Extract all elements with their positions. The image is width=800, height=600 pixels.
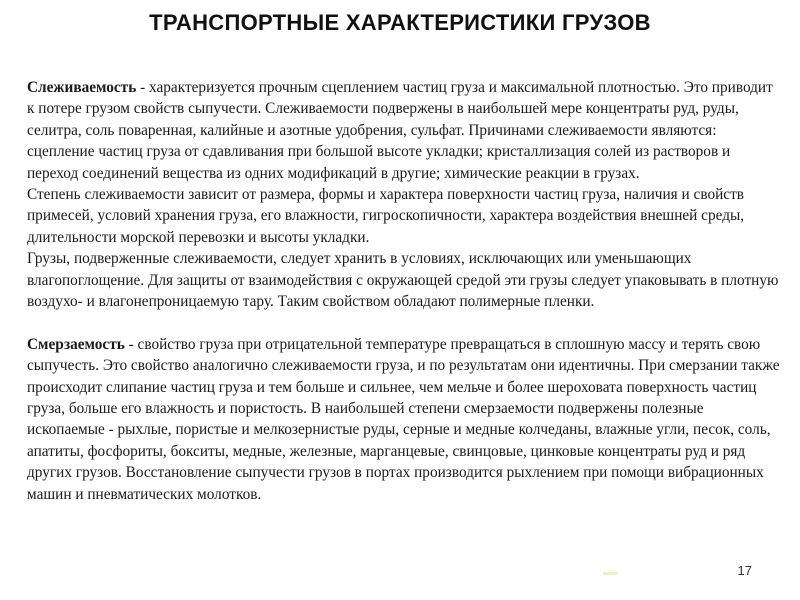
caking-paragraph bbox=[27, 77, 782, 184]
slide-body bbox=[27, 77, 782, 505]
caking-definition: - характеризуется прочным сцеплением частиц груза и максимальной плотностью. Это приводит к потере грузом свойств сыпучести. Слеживаемости подвержены в наибольшей мере концентраты руд, руды, селитра, соль поваренная, калийные и азотные удобрения, сульфат. Причинами слеживаемости являются: сцепление частиц груза от сдавливания при большой высоте укладки; кристаллизация солей из растворов и переход соединений вещества из одних модификаций в другие; химические реакции в грузах. bbox=[27, 79, 773, 182]
caking-factors-paragraph: Степень слеживаемости зависит от размера, формы и характера поверхности частиц груза, наличия и свойств примесей, условий хранения груза, его влажности, гигроскопичности, характера воздействия внешней среды, длительности морской перевозки и высоты укладки. bbox=[27, 186, 745, 246]
page-number: 17 bbox=[737, 563, 752, 578]
paragraph-gap bbox=[27, 312, 782, 333]
slide-title: ТРАНСПОРТНЫЕ ХАРАКТЕРИСТИКИ ГРУЗОВ bbox=[149, 10, 651, 35]
caking-storage-paragraph: Грузы, подверженные слеживаемости, следует хранить в условиях, исключающих или уменьшающих влагопоглощение. Для защиты от взаимодействия с окружающей средой эти грузы следует упаковывать в плотную воздухо- и влагонепроницаемую тару. Таким свойством обладают полимерные пленки. bbox=[27, 250, 779, 311]
freezing-definition: - свойство груза при отрицательной температуре превращаться в сплошную массу и терять свою сыпучесть. Это свойство аналогично слеживаемости груза, и по результатам они идентичны. При смерзании также происходит слипание частиц груза и тем больше и сильнее, чем мельче и более шероховата поверхность частиц груза, больше его влажность и пористость. В наибольшей степени смерзаемости подвержены полезные ископаемые - рыхлые, пористые и мелкозернистые руды, серные и медные колчеданы, влажные угли, песок, соль, апатиты, фосфориты, бокситы, медные, железные, марганцевые, свинцовые, цинковые концентраты руд и ряд других грузов. Восстановление сыпучести грузов в портах производится рыхлением при помощи вибрационных машин и пневматических молотков. bbox=[27, 335, 780, 503]
freezing-paragraph bbox=[27, 334, 782, 505]
freezing-term: Смерзаемость bbox=[27, 335, 125, 353]
decorative-mark bbox=[603, 572, 617, 575]
caking-term: Слеживаемость bbox=[27, 79, 137, 96]
